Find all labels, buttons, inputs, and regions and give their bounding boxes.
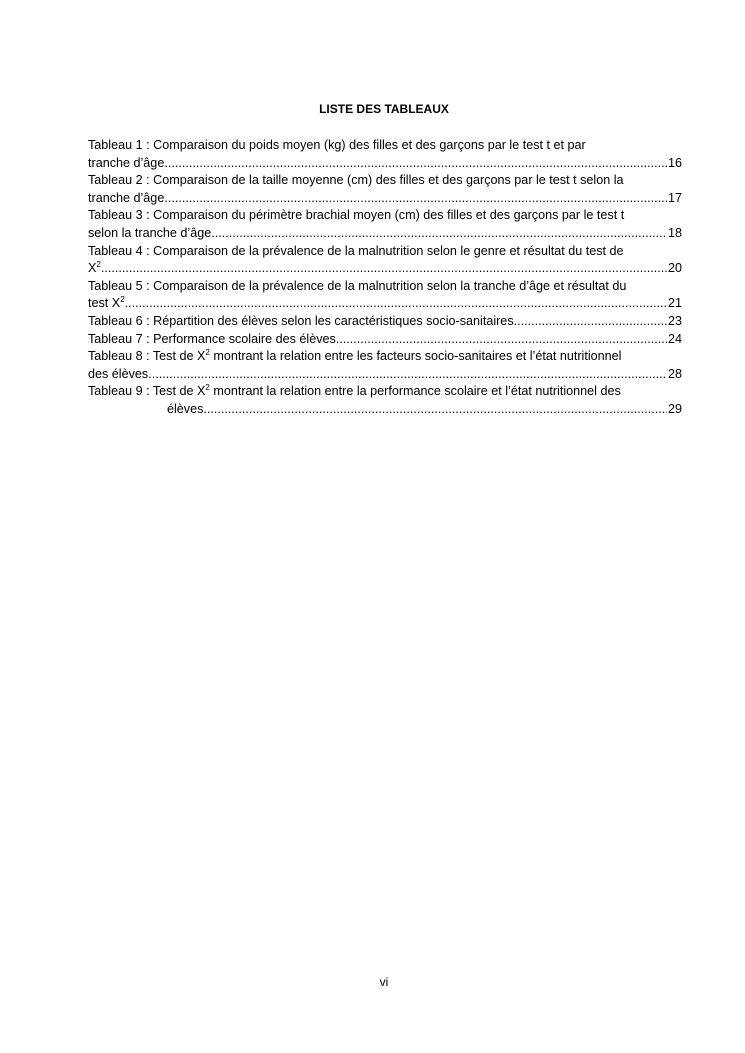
entry-page-number: 23 — [667, 313, 682, 328]
entry-title: Tableau 3 : Comparaison du périmètre brachial moyen (cm) des filles et des garçons par le test t — [88, 208, 625, 223]
page-title: LISTE DES TABLEAUX — [319, 102, 449, 116]
entry-page-number: 18 — [667, 225, 682, 240]
table-entry-5[interactable] — [88, 278, 682, 313]
entry-title: Tableau 7 : Performance scolaire des élèves — [88, 331, 336, 346]
entry-title: Tableau 6 : Répartition des élèves selon les caractéristiques socio-sanitaires — [88, 313, 514, 328]
dot-leader — [125, 295, 667, 313]
entry-title: Tableau 1 : Comparaison du poids moyen (kg) des filles et des garçons par le test t et par — [88, 138, 586, 152]
table-entry-1[interactable] — [88, 137, 682, 172]
table-entry-7[interactable] — [88, 331, 682, 349]
chi-symbol: X — [88, 261, 97, 276]
table-entry-2[interactable] — [88, 172, 682, 207]
entry-title-part: Tableau 9 : Test de X — [88, 384, 206, 399]
entry-title-continued — [88, 260, 101, 278]
table-list — [88, 137, 682, 419]
superscript: 2 — [96, 260, 101, 270]
dot-leader — [514, 313, 667, 331]
entry-title-part: Tableau 8 : Test de X — [88, 349, 206, 364]
dot-leader — [211, 225, 667, 243]
superscript: 2 — [120, 295, 125, 305]
table-entry-8[interactable] — [88, 348, 682, 383]
table-entry-4[interactable] — [88, 243, 682, 278]
dot-leader — [164, 155, 667, 173]
entry-title-continued: tranche d’âge — [88, 190, 165, 205]
page-number: vi — [379, 975, 389, 989]
dot-leader — [101, 260, 667, 278]
entry-page-number: 29 — [667, 401, 682, 416]
entry-page-number: 28 — [667, 366, 682, 381]
entry-title: Tableau 5 : Comparaison de la prévalence de la malnutrition selon la tranche d’âge et résultat du — [88, 278, 627, 293]
entry-title: Tableau 4 : Comparaison de la prévalence de la malnutrition selon le genre et résultat du test de — [88, 243, 624, 258]
entry-page-number: 24 — [667, 331, 682, 346]
entry-title — [88, 383, 682, 401]
table-entry-3[interactable] — [88, 207, 682, 242]
entry-title-continued: selon la tranche d’âge — [88, 225, 212, 240]
table-entry-9[interactable] — [88, 383, 682, 418]
dot-leader — [336, 331, 667, 349]
entry-title — [88, 348, 682, 366]
entry-page-number: 16 — [667, 155, 682, 170]
entry-title-continued — [88, 295, 125, 313]
entry-page-number: 17 — [667, 190, 682, 205]
superscript: 2 — [205, 348, 210, 358]
entry-page-number: 20 — [667, 261, 682, 276]
entry-title-part: montrant la relation entre la performance scolaire et l’état nutritionnel des — [209, 384, 621, 399]
table-entry-6[interactable] — [88, 313, 682, 331]
entry-title-continued: tranche d’âge — [88, 155, 165, 170]
dot-leader — [203, 401, 667, 419]
entry-title-continued: des élèves — [88, 366, 149, 381]
entry-title-continued: élèves — [167, 401, 204, 416]
entry-title: Tableau 2 : Comparaison de la taille moyenne (cm) des filles et des garçons par le test t selon la — [88, 173, 624, 188]
dot-leader — [148, 366, 667, 384]
entry-page-number: 21 — [667, 296, 682, 311]
superscript: 2 — [205, 383, 210, 393]
test-chi-label: test X — [88, 296, 121, 311]
entry-title-part: montrant la relation entre les facteurs socio-sanitaires et l’état nutritionnel — [209, 349, 622, 364]
dot-leader — [164, 190, 667, 208]
